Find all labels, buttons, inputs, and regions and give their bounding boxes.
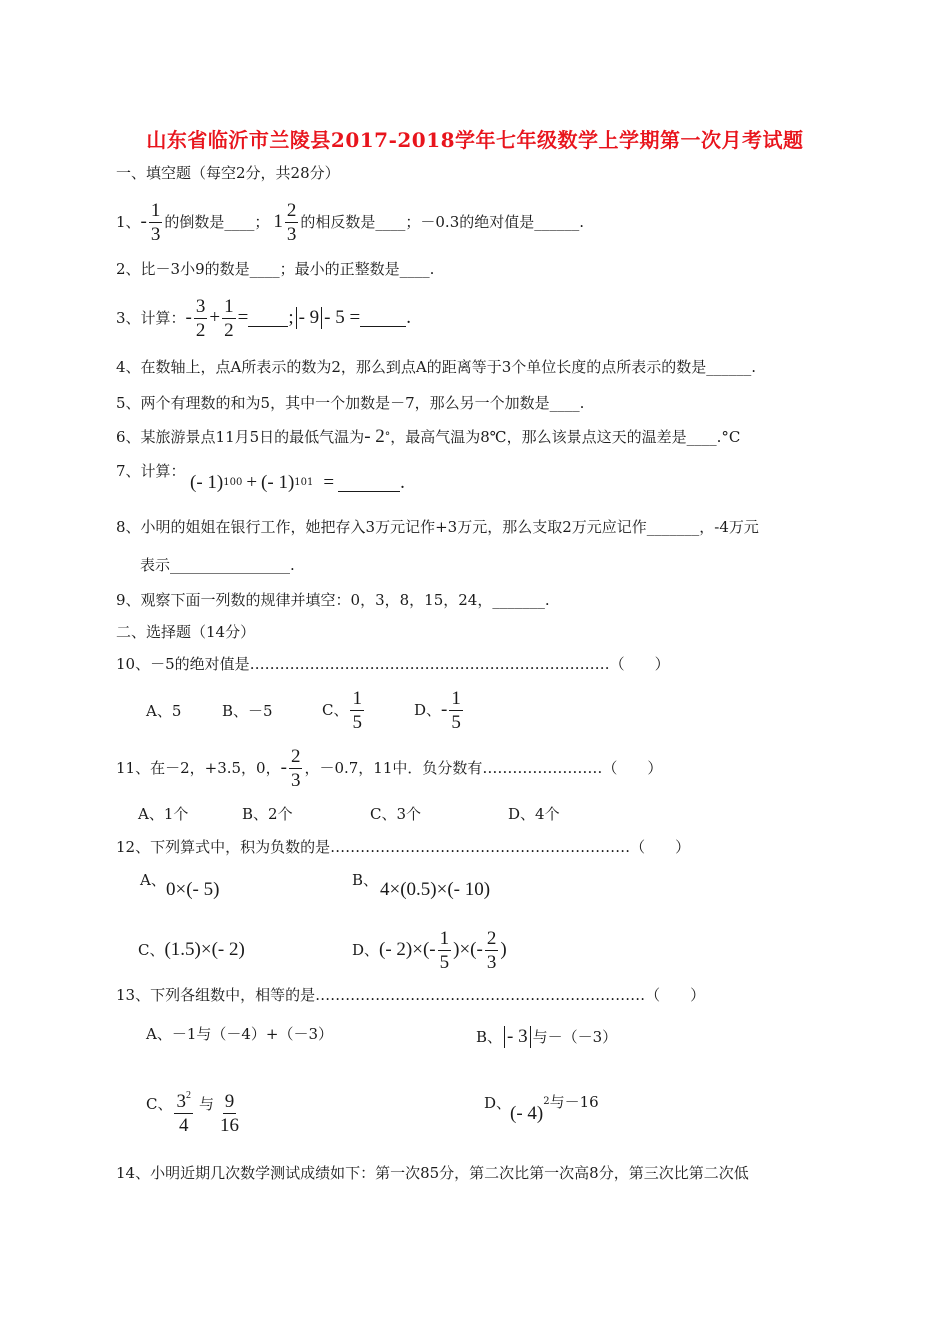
question-11-stem [116, 746, 662, 790]
q7-end: . [400, 472, 405, 493]
q3-fraction-1: $\frac{3}{2}$ [195, 295, 206, 341]
section-fill-header: 一、填空题（每空2分，共28分） [116, 164, 340, 182]
q7-equals: = [323, 472, 335, 493]
q11-post: ，－0.7，11中．负分数有……………………（ ） [304, 759, 663, 777]
question-14: 14、小明近期几次数学测试成绩如下：第一次85分，第二次比第一次高8分，第三次比第二次低 [116, 1164, 749, 1182]
q7-plus: + [246, 472, 258, 493]
question-4: 4、在数轴上，点A所表示的数为2，那么到点A的距离等于3个单位长度的点所表示的数是______. [116, 358, 757, 376]
q11-minus: - [280, 757, 287, 778]
q10-d-label: D、 [414, 701, 442, 719]
question-7-label: 7、计算： [116, 462, 186, 480]
section-choice-header: 二、选择题（14分） [116, 623, 256, 641]
q11-option-b: B、2个 [242, 805, 293, 823]
question-10-stem: 10、－5的绝对值是………………………………………………………………（ ） [116, 655, 670, 673]
q13-d-label: D、 [484, 1094, 512, 1112]
question-13-stem: 13、下列各组数中，相等的是…………………………………………………………（ ） [116, 986, 706, 1004]
q13-c-fraction-2: $\frac{9}{16}$ [220, 1090, 239, 1136]
q12-d-part-1: (- 2)×(- [379, 939, 436, 960]
q7-term-b: (- 1) [261, 472, 295, 493]
q11-fraction: $\frac{2}{3}$ [290, 745, 301, 791]
question-12-stem: 12、下列算式中，积为负数的是……………………………………………………（ ） [116, 838, 691, 856]
abs-bar-left [504, 1026, 505, 1048]
q3-blank-2 [360, 310, 406, 327]
q13-d-post: 与－16 [549, 1093, 599, 1111]
q3-minus: - [185, 307, 192, 328]
q7-exp-a: 100 [223, 477, 243, 488]
q1-fraction-2: $\frac{2}{3}$ [286, 199, 297, 245]
q6-pre: 6、某旅游景点11月5日的最低气温为 [116, 428, 365, 446]
question-1 [116, 200, 584, 244]
q7-term-a: (- 1) [190, 472, 224, 493]
q12-a-expr: 0×(- 5) [166, 879, 220, 900]
q13-c-mid: 与 [198, 1095, 214, 1113]
q1-minus: - [140, 211, 147, 232]
q13-b-post: 与－（－3） [532, 1028, 618, 1046]
q13-option-a: A、－1与（－4）+（－3） [146, 1025, 334, 1043]
q1-whole: 1 [273, 211, 283, 232]
question-3 [116, 296, 411, 340]
q13-option-d [510, 1094, 599, 1124]
q13-c-label: C、 [146, 1095, 173, 1113]
q11-pre: 11、在－2，+3.5，0， [116, 759, 281, 777]
q12-c-label: C、 [138, 941, 165, 959]
question-8-line-1: 8、小明的姐姐在银行工作，她把存入3万元记作+3万元，那么支取2万元应记作_______，-4万元 [116, 518, 759, 536]
q3-separator: ; [288, 307, 294, 328]
question-6 [116, 424, 740, 450]
q6-post: ，最高气温为8℃，那么该景点这天的温差是____.°C [390, 428, 741, 446]
q10-d-minus: - [441, 699, 448, 720]
q6-degree: ° [384, 430, 391, 443]
abs-bar-right [321, 307, 322, 329]
q10-d-fraction: $\frac{1}{5}$ [451, 687, 461, 733]
q10-option-a: A、5 [146, 702, 182, 720]
q12-d-fraction-1: $\frac{1}{5}$ [439, 927, 450, 973]
question-2: 2、比－3小9的数是____；最小的正整数是____. [116, 260, 435, 278]
q1-fraction-1: $\frac{1}{3}$ [150, 199, 161, 245]
q3-fraction-2: $\frac{1}{2}$ [224, 295, 234, 341]
q3-rest: - 5 = [324, 307, 361, 328]
q10-c-label: C、 [322, 701, 349, 719]
q6-value: - 2 [364, 426, 385, 447]
q3-plus: + [209, 307, 221, 328]
q3-equals-1: = [237, 307, 249, 328]
q12-d-label: D、 [352, 941, 380, 959]
q11-option-a: A、1个 [138, 805, 189, 823]
q3-abs-inner: - 9 [298, 307, 320, 328]
q12-option-d [352, 928, 507, 972]
question-9: 9、观察下面一列数的规律并填空：0，3，8，15，24，_______. [116, 591, 550, 609]
q13-b-abs-inner: - 3 [507, 1026, 528, 1047]
q3-label: 3、计算： [116, 309, 186, 327]
q3-end: . [406, 307, 411, 328]
abs-bar-right [530, 1026, 531, 1048]
q1-number: 1、 [116, 213, 141, 231]
q11-option-c: C、3个 [370, 805, 422, 823]
q12-b-label: B、 [352, 871, 379, 889]
q10-option-c [322, 688, 366, 732]
q7-exp-b: 101 [294, 477, 314, 488]
q13-b-label: B、 [476, 1028, 503, 1046]
q10-c-fraction: $\frac{1}{5}$ [352, 687, 362, 733]
q12-d-fraction-2: $\frac{2}{3}$ [486, 927, 497, 973]
q13-option-b [476, 1022, 617, 1052]
q12-a-label: A、 [140, 871, 166, 889]
q11-option-d: D、4个 [508, 805, 560, 823]
q12-b-expr: 4×(0.5)×(- 10) [380, 879, 491, 900]
q12-d-part-2: )×(- [453, 939, 483, 960]
q13-c-fraction-1: $\frac{3^2}{4}$ [176, 1090, 191, 1136]
q7-blank [338, 475, 400, 492]
q10-option-b: B、－5 [222, 702, 273, 720]
q10-option-d [414, 688, 465, 732]
q3-blank-1 [248, 310, 288, 327]
q12-c-expr: (1.5)×(- 2) [164, 939, 245, 960]
q13-option-c [146, 1088, 243, 1138]
q1-text-2: 的相反数是____；－0.3的绝对值是______. [300, 213, 585, 231]
question-8-line-2: 表示________________. [140, 556, 295, 574]
q13-d-exp: 2 [543, 1096, 550, 1107]
document-title: 山东省临沂市兰陵县2017-2018学年七年级数学上学期第一次月考试题 [146, 128, 804, 152]
q13-d-expr: (- 4) [510, 1103, 544, 1124]
q12-d-part-3: ) [500, 939, 507, 960]
question-5: 5、两个有理数的和为5，其中一个加数是－7，那么另一个加数是____. [116, 394, 585, 412]
q1-text-1: 的倒数是____； [164, 213, 270, 231]
question-7-expr [190, 470, 405, 496]
abs-bar-left [296, 307, 297, 329]
q12-option-c [138, 934, 245, 966]
